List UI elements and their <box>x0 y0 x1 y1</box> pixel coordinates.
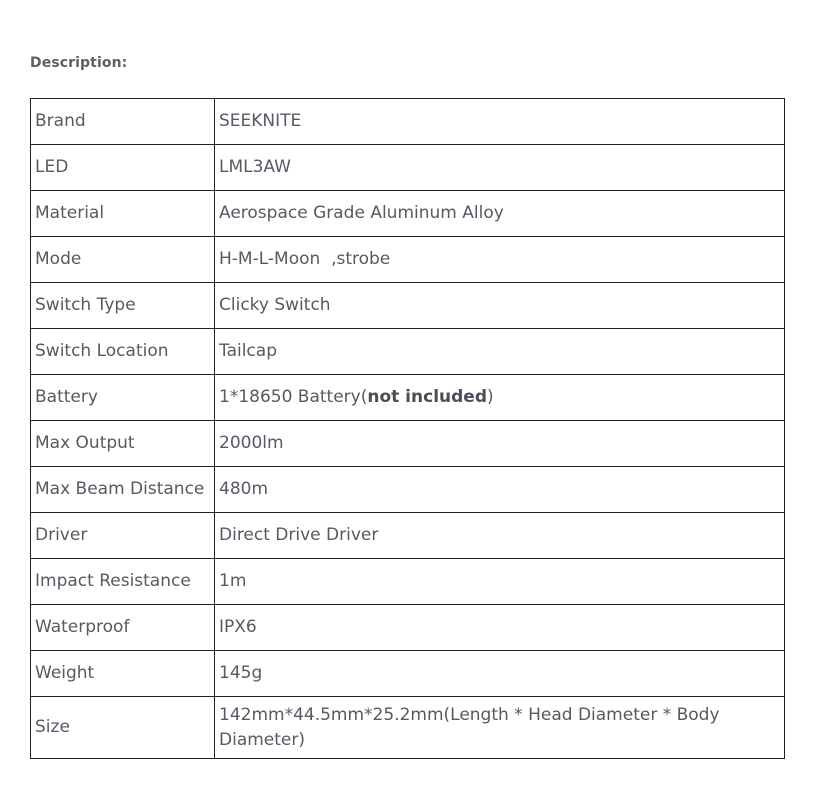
spec-value: 142mm*44.5mm*25.2mm(Length * Head Diameter * Body Diameter) <box>215 697 785 759</box>
spec-value: 145g <box>215 651 785 697</box>
spec-label: Brand <box>31 99 215 145</box>
spec-label: Mode <box>31 237 215 283</box>
description-heading: Description: <box>30 55 128 71</box>
spec-value: Tailcap <box>215 329 785 375</box>
table-row-driver <box>31 513 785 559</box>
spec-value: LML3AW <box>215 145 785 191</box>
battery-value-note: not included <box>367 387 487 407</box>
table-row-impact-resistance <box>31 559 785 605</box>
spec-label: Size <box>31 697 215 759</box>
spec-value: Clicky Switch <box>215 283 785 329</box>
table-row-mode <box>31 237 785 283</box>
spec-value: SEEKNITE <box>215 99 785 145</box>
spec-label: Material <box>31 191 215 237</box>
table-row-switch-type <box>31 283 785 329</box>
spec-value: IPX6 <box>215 605 785 651</box>
spec-label: Switch Location <box>31 329 215 375</box>
spec-label: LED <box>31 145 215 191</box>
table-row-weight <box>31 651 785 697</box>
specifications-table <box>30 98 785 759</box>
spec-label: Waterproof <box>31 605 215 651</box>
spec-label: Switch Type <box>31 283 215 329</box>
spec-value: Aerospace Grade Aluminum Alloy <box>215 191 785 237</box>
spec-label: Battery <box>31 375 215 421</box>
table-row-brand <box>31 99 785 145</box>
table-row-switch-location <box>31 329 785 375</box>
table-row-battery <box>31 375 785 421</box>
table-row-material <box>31 191 785 237</box>
table-row-led <box>31 145 785 191</box>
spec-label: Max Beam Distance <box>31 467 215 513</box>
spec-value: 1m <box>215 559 785 605</box>
spec-label: Max Output <box>31 421 215 467</box>
spec-value: Direct Drive Driver <box>215 513 785 559</box>
spec-value <box>215 375 785 421</box>
battery-value-prefix: 1*18650 Battery( <box>219 387 368 407</box>
table-row-size <box>31 697 785 759</box>
spec-value: H-M-L-Moon ,strobe <box>215 237 785 283</box>
table-row-waterproof <box>31 605 785 651</box>
spec-label: Impact Resistance <box>31 559 215 605</box>
spec-label: Driver <box>31 513 215 559</box>
spec-value: 480m <box>215 467 785 513</box>
battery-value-suffix: ) <box>487 387 494 407</box>
spec-label: Weight <box>31 651 215 697</box>
spec-value: 2000lm <box>215 421 785 467</box>
table-row-max-output <box>31 421 785 467</box>
table-row-max-beam-distance <box>31 467 785 513</box>
